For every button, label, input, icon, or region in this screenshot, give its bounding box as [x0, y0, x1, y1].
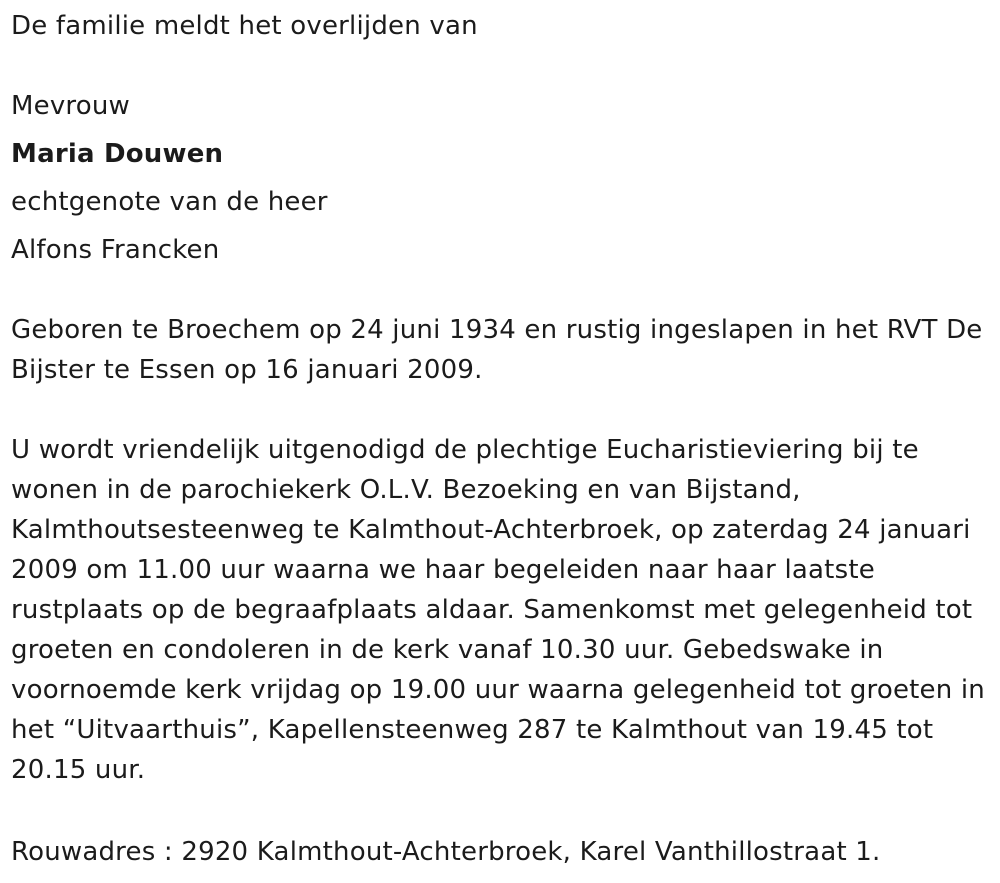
spouse-name: Alfons Francken — [11, 235, 220, 265]
birth-death-paragraph: Geboren te Broechem op 24 juni 1934 en rustig ingeslapen in het RVT De Bijster te Essen op 16 januari 2009. — [11, 315, 983, 385]
spouse-label: echtgenote van de heer — [11, 187, 328, 217]
intro-text: De familie meldt het overlijden van — [11, 11, 478, 41]
mourning-address: Rouwadres : 2920 Kalmthout-Achterbroek, Karel Vanthillostraat 1. — [11, 837, 881, 867]
deceased-name: Maria Douwen — [11, 139, 224, 169]
ceremony-paragraph: U wordt vriendelijk uitgenodigd de plechtige Eucharistieviering bij te wonen in de parochiekerk O.L.V. Bezoeking en van Bijstand, Kalmthoutsesteenweg te Kalmthout-Achterbroek, op zaterdag 24 januari 2009 om 11.00 uur waarna we haar begeleiden naar haar laatste rustplaats op de begraafplaats aldaar. Samenkomst met gelegenheid tot groeten en condoleren in de kerk vanaf 10.30 uur. Gebedswake in voornoemde kerk vrijdag op 19.00 uur waarna gelegenheid tot groeten in het “Uitvaarthuis”, Kapellensteenweg 287 te Kalmthout van 19.45 tot 20.15 uur. — [11, 435, 985, 785]
honorific-title: Mevrouw — [11, 91, 130, 121]
